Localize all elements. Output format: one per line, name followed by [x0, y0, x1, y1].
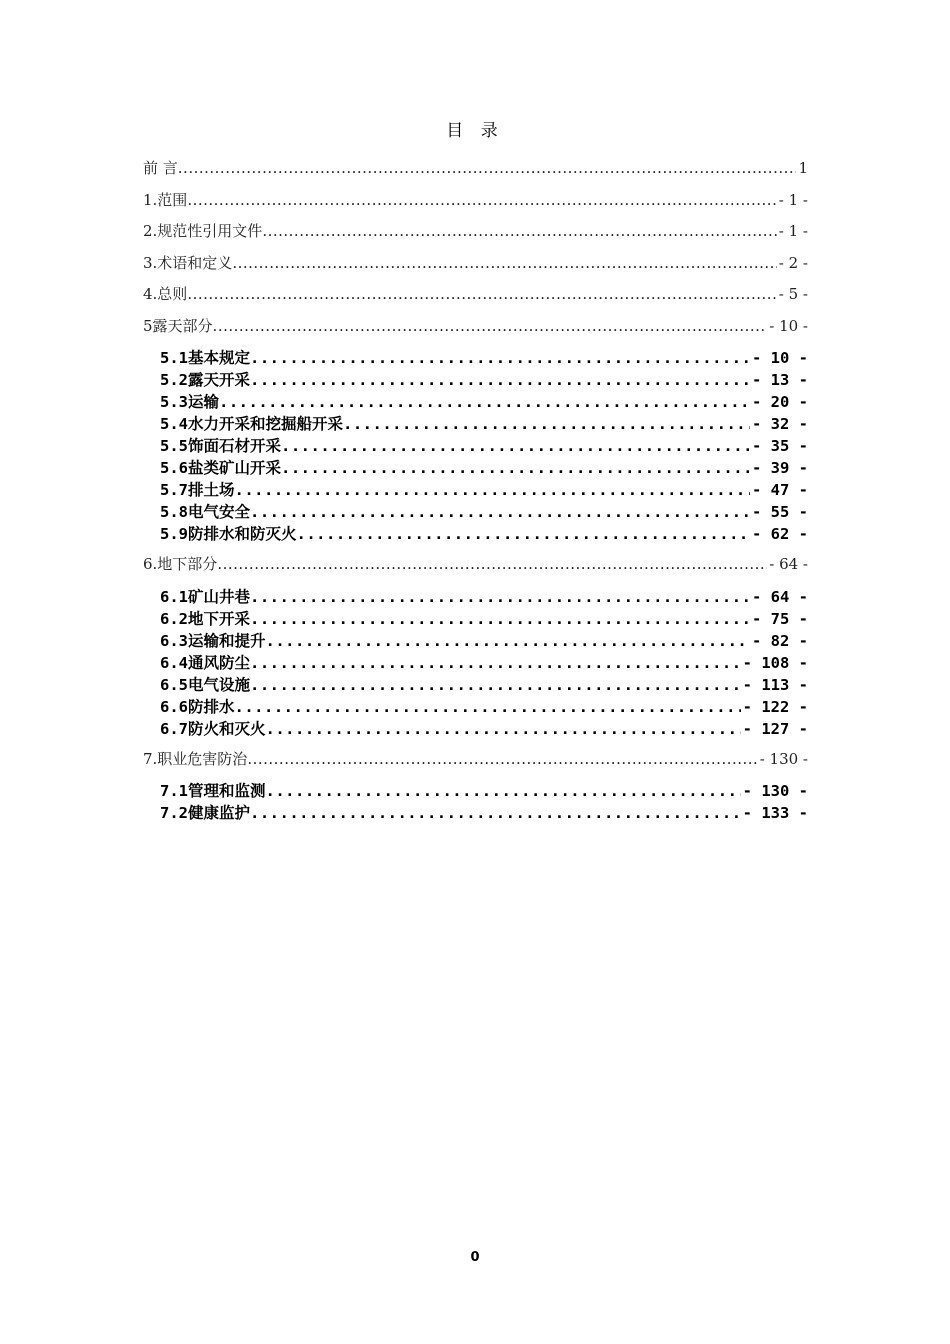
toc-entry-label: 5.4水力开采和挖掘船开采 — [160, 415, 343, 433]
toc-entry[interactable] — [143, 158, 808, 178]
toc-leader-dots — [250, 608, 750, 630]
toc-entry-label: 5.3运输 — [160, 393, 219, 411]
toc-entry-page: - 64 - — [752, 587, 808, 606]
toc-entry-label: 7.职业危害防治 — [143, 749, 248, 768]
toc-entry-page: - 55 - — [752, 503, 808, 521]
toc-entry[interactable] — [143, 608, 808, 630]
toc-entry-page: - 13 - — [752, 371, 808, 389]
toc-entry-page: - 39 - — [752, 459, 808, 477]
toc-entry-page: - 82 - — [752, 631, 808, 650]
toc-entry-label: 5.2露天开采 — [160, 371, 250, 389]
toc-entry-page: - 2 - — [778, 253, 808, 272]
toc-entry-label: 5.8电气安全 — [160, 503, 250, 521]
toc-entry-page: - 133 - — [742, 804, 808, 822]
toc-entry[interactable] — [143, 391, 808, 413]
toc-leader-dots — [178, 158, 797, 178]
toc-entry-label: 5.9防排水和防灭火 — [160, 525, 297, 543]
toc-entry-label: 4.总则 — [143, 285, 188, 303]
toc-entry[interactable] — [143, 284, 808, 304]
toc-entry-page: - 62 - — [752, 525, 808, 543]
toc-entry-label: 6.4通风防尘 — [160, 653, 250, 672]
toc-entry-label: 6.7防火和灭火 — [160, 719, 266, 738]
toc-entry-page: - 20 - — [752, 393, 808, 411]
toc-entry[interactable] — [143, 718, 808, 740]
toc-entry[interactable] — [143, 316, 808, 336]
toc-leader-dots — [235, 696, 741, 718]
toc-entry-page: - 75 - — [752, 609, 808, 628]
toc-entry-page: - 130 - — [759, 749, 808, 768]
toc-leader-dots — [281, 435, 750, 457]
toc-leader-dots — [247, 749, 757, 769]
toc-entry-label: 2.规范性引用文件 — [143, 222, 263, 240]
toc-entry[interactable] — [143, 652, 808, 674]
toc-entry[interactable] — [143, 586, 808, 608]
toc-leader-dots — [187, 284, 776, 304]
toc-entry-label: 前 言 — [143, 159, 178, 177]
toc-entry-page: - 47 - — [752, 481, 808, 499]
toc-leader-dots — [232, 253, 776, 273]
toc-entry[interactable] — [143, 696, 808, 718]
toc-leader-dots — [266, 718, 741, 740]
toc-leader-dots — [213, 316, 768, 336]
toc-leader-dots — [250, 586, 750, 608]
toc-entry-page: - 108 - — [742, 653, 808, 672]
toc-leader-dots — [250, 652, 741, 674]
toc-entry-page: - 113 - — [742, 675, 808, 694]
toc-entry[interactable] — [143, 457, 808, 479]
toc-leader-dots — [219, 391, 750, 413]
toc-entry[interactable] — [143, 630, 808, 652]
toc-entry[interactable] — [143, 802, 808, 824]
toc-leader-dots — [250, 369, 750, 391]
toc-entry-page: 1 — [798, 159, 808, 177]
toc-entry-page: - 35 - — [752, 437, 808, 455]
toc-entry-label: 6.3运输和提升 — [160, 631, 266, 650]
toc-leader-dots — [235, 479, 751, 501]
toc-leader-dots — [250, 674, 741, 696]
toc-entry[interactable] — [143, 523, 808, 545]
toc-entry[interactable] — [143, 369, 808, 391]
toc-entry[interactable] — [143, 780, 808, 802]
toc-leader-dots — [250, 802, 741, 824]
toc-entry-page: - 130 - — [742, 782, 808, 800]
toc-entry[interactable] — [143, 347, 808, 369]
toc-entry-label: 5.6盐类矿山开采 — [160, 459, 281, 477]
toc-entry[interactable] — [143, 674, 808, 696]
toc-entry-label: 6.2地下开采 — [160, 609, 250, 628]
toc-entry[interactable] — [143, 501, 808, 523]
toc-title: 目 录 — [446, 121, 504, 141]
toc-entry-page: - 127 - — [742, 719, 808, 738]
toc-entry-label: 5.5饰面石材开采 — [160, 437, 281, 455]
toc-leader-dots — [262, 221, 776, 241]
toc-entry[interactable] — [143, 253, 808, 273]
toc-entry[interactable] — [143, 435, 808, 457]
toc-entry[interactable] — [143, 190, 808, 210]
toc-entry-page: - 5 - — [778, 285, 808, 303]
table-of-contents — [143, 158, 808, 824]
toc-entry-page: - 32 - — [752, 415, 808, 433]
toc-leader-dots — [250, 501, 750, 523]
toc-entry[interactable] — [143, 413, 808, 435]
toc-entry-label: 6.5电气设施 — [160, 675, 250, 694]
toc-entry-label: 7.2健康监护 — [160, 804, 250, 822]
toc-leader-dots — [343, 413, 750, 435]
toc-entry-page: - 10 - — [769, 316, 808, 335]
toc-entry-label: 1.范围 — [143, 190, 188, 209]
toc-entry[interactable] — [143, 554, 808, 574]
toc-entry-page: - 1 - — [778, 222, 808, 240]
toc-entry-page: - 1 - — [778, 190, 808, 209]
toc-entry-label: 6.1矿山井巷 — [160, 587, 250, 606]
page-number: 0 — [470, 1250, 480, 1265]
toc-entry-label: 6.地下部分 — [143, 555, 218, 573]
toc-entry-label: 5.1基本规定 — [160, 349, 250, 367]
toc-entry-label: 6.6防排水 — [160, 697, 235, 716]
toc-entry-page: - 10 - — [752, 349, 808, 367]
toc-entry-label: 7.1管理和监测 — [160, 782, 266, 800]
toc-leader-dots — [250, 347, 750, 369]
toc-leader-dots — [217, 554, 767, 574]
toc-leader-dots — [187, 190, 776, 210]
toc-entry-label: 5露天部分 — [143, 316, 213, 335]
toc-entry-page: - 64 - — [769, 555, 808, 573]
toc-entry-label: 3.术语和定义 — [143, 253, 233, 272]
toc-leader-dots — [266, 780, 741, 802]
toc-entry[interactable] — [143, 221, 808, 241]
toc-entry-page: - 122 - — [742, 697, 808, 716]
toc-leader-dots — [281, 457, 750, 479]
toc-entry[interactable] — [143, 479, 808, 501]
toc-leader-dots — [297, 523, 751, 545]
toc-entry-label: 5.7排土场 — [160, 481, 235, 499]
toc-entry[interactable] — [143, 749, 808, 769]
toc-leader-dots — [266, 630, 751, 652]
